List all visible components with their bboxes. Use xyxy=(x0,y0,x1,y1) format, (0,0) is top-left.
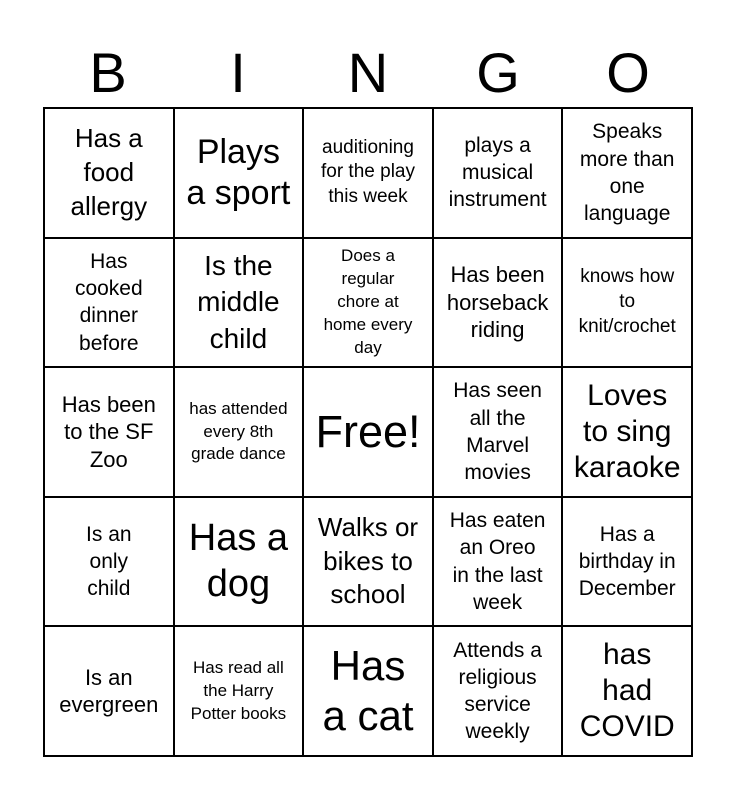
bingo-cell-r2c2[interactable] xyxy=(175,239,305,369)
bingo-cell-r2c5[interactable] xyxy=(563,239,693,369)
header-letter-n: N xyxy=(347,41,389,104)
bingo-cell-text: Has cooked dinner before xyxy=(74,249,143,355)
bingo-cell-r3c5[interactable] xyxy=(563,368,693,498)
bingo-cell-text: Has a cat xyxy=(322,641,414,740)
bingo-cell-text: Speaks more than one language xyxy=(579,120,675,226)
bingo-cell-text: Has eaten an Oreo in the last week xyxy=(449,509,546,614)
bingo-cell-text: Walks or bikes to school xyxy=(317,511,419,610)
bingo-cell-text: Loves to sing karaoke xyxy=(573,378,681,484)
bingo-cell-r4c2[interactable] xyxy=(175,498,305,628)
bingo-cell-r1c1[interactable] xyxy=(45,109,175,239)
bingo-cell-r3c4[interactable] xyxy=(434,368,564,498)
bingo-header xyxy=(43,40,693,106)
header-letter-i: I xyxy=(230,41,246,104)
bingo-cell-text: knows how to knit/crochet xyxy=(578,266,676,337)
bingo-cell-text: Attends a religious service weekly xyxy=(453,638,542,744)
bingo-cell-text: has had COVID xyxy=(579,638,675,744)
bingo-cell-text: Free! xyxy=(315,406,421,458)
bingo-cell-r1c2[interactable] xyxy=(175,109,305,239)
bingo-cell-text: Has a food allergy xyxy=(70,123,148,221)
bingo-cell-r3c1[interactable] xyxy=(45,368,175,498)
bingo-cell-r3c2[interactable] xyxy=(175,368,305,498)
bingo-cell-free[interactable] xyxy=(304,368,434,498)
bingo-cell-r1c4[interactable] xyxy=(434,109,564,239)
header-letter-o: O xyxy=(606,41,650,104)
bingo-cell-r4c5[interactable] xyxy=(563,498,693,628)
bingo-cell-r4c1[interactable] xyxy=(45,498,175,628)
bingo-cell-text: Plays a sport xyxy=(186,133,291,212)
bingo-cell-r2c1[interactable] xyxy=(45,239,175,369)
bingo-cell-r5c3[interactable] xyxy=(304,627,434,757)
bingo-cell-r1c5[interactable] xyxy=(563,109,693,239)
bingo-cell-text: Has read all the Harry Potter books xyxy=(190,657,287,723)
header-letter-g: G xyxy=(476,41,520,104)
bingo-cell-text: auditioning for the play this week xyxy=(320,136,415,208)
bingo-cell-r1c3[interactable] xyxy=(304,109,434,239)
bingo-cell-text: Is an only child xyxy=(86,522,132,601)
bingo-cell-r2c3[interactable] xyxy=(304,239,434,369)
bingo-cell-r4c3[interactable] xyxy=(304,498,434,628)
bingo-cell-text: has attended every 8th grade dance xyxy=(189,398,288,464)
bingo-cell-text: Is the middle child xyxy=(197,249,280,354)
bingo-cell-r5c2[interactable] xyxy=(175,627,305,757)
bingo-cell-text: Has a birthday in December xyxy=(578,522,676,601)
bingo-cell-text: Does a regular chore at home every day xyxy=(323,246,413,357)
bingo-cell-text: Has been horseback riding xyxy=(446,262,549,343)
bingo-cell-r2c4[interactable] xyxy=(434,239,564,369)
bingo-cell-r5c1[interactable] xyxy=(45,627,175,757)
bingo-board xyxy=(43,107,693,757)
bingo-cell-r5c4[interactable] xyxy=(434,627,564,757)
bingo-cell-text: Has been to the SF Zoo xyxy=(61,391,156,472)
header-letter-b: B xyxy=(89,41,127,104)
bingo-cell-text: Has seen all the Marvel movies xyxy=(453,379,542,485)
bingo-cell-r4c4[interactable] xyxy=(434,498,564,628)
bingo-cell-r5c5[interactable] xyxy=(563,627,693,757)
bingo-cell-text: Is an evergreen xyxy=(59,664,159,718)
bingo-cell-text: Has a dog xyxy=(188,517,289,605)
bingo-cell-text: plays a musical instrument xyxy=(448,133,547,212)
